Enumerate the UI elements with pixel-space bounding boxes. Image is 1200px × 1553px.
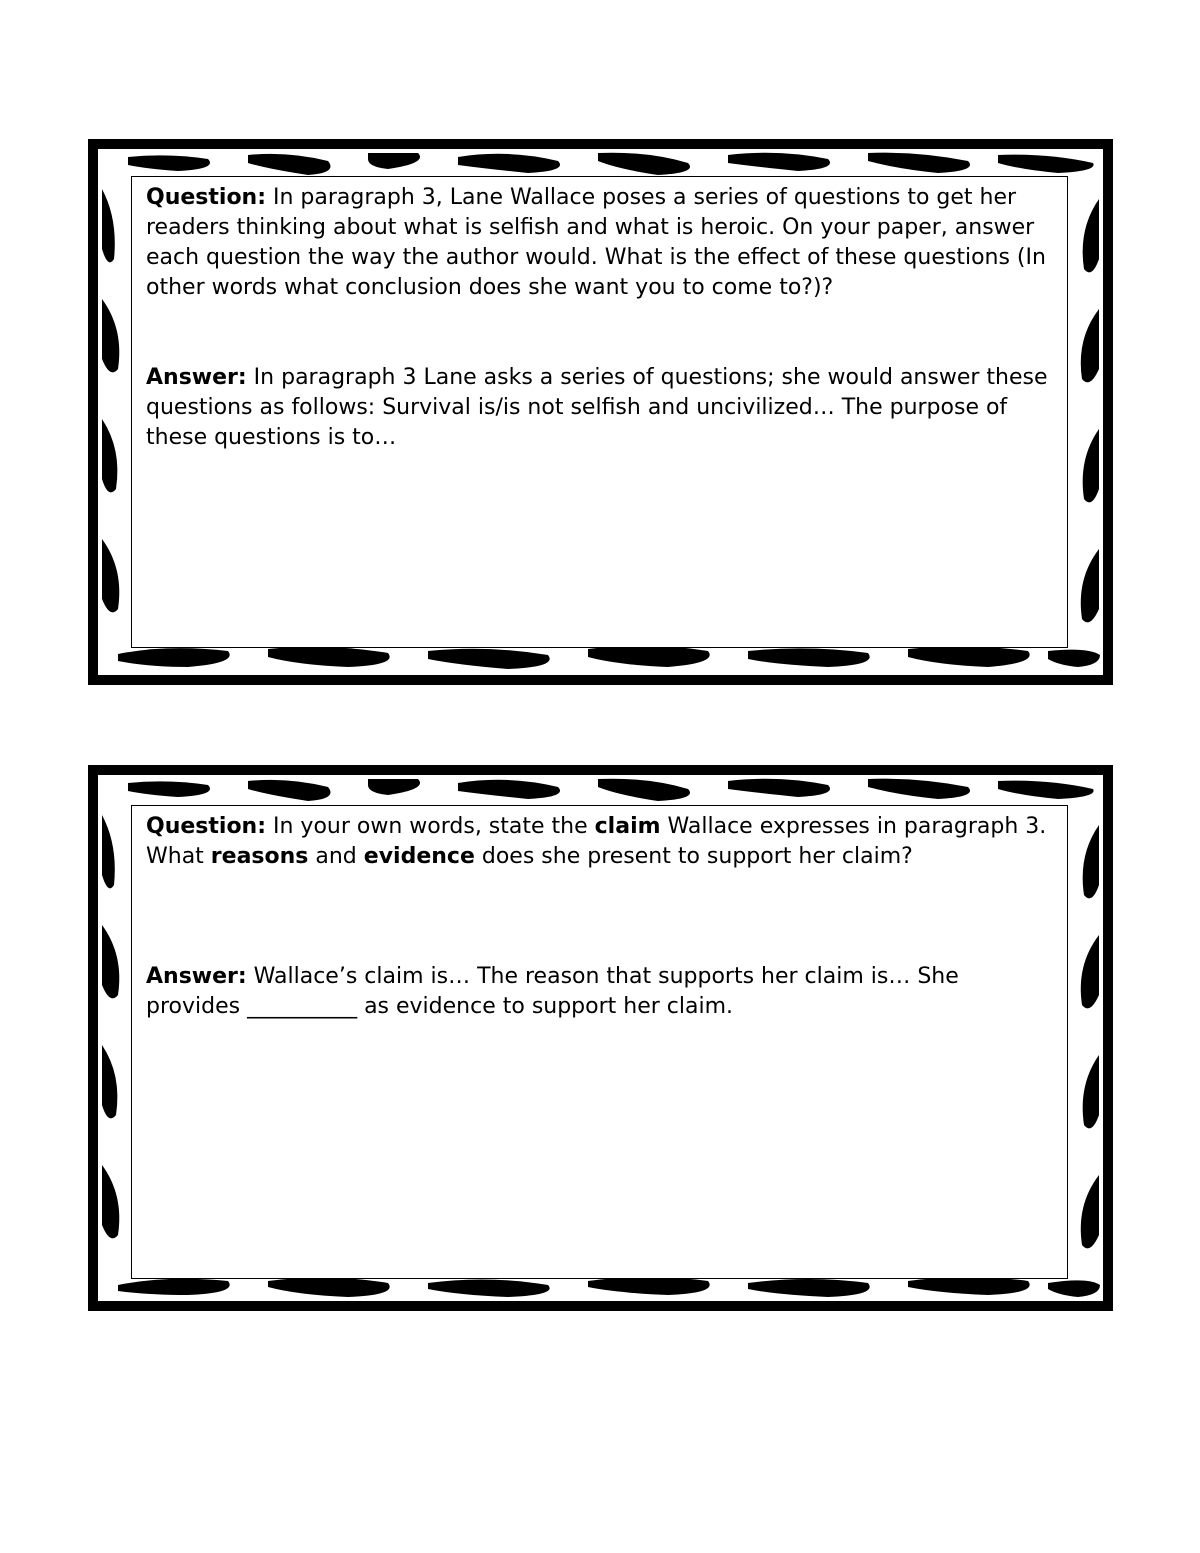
question-keyword-claim: claim <box>594 814 661 839</box>
card-content-1 <box>131 176 1068 648</box>
answer-paragraph-1 <box>146 363 1053 453</box>
question-card-1 <box>88 139 1113 685</box>
card-content-2 <box>131 805 1068 1279</box>
answer-label: Answer: <box>146 964 247 989</box>
question-text-part: does she present to support her claim? <box>474 844 913 869</box>
question-keyword-evidence: evidence <box>363 844 475 869</box>
question-text: In paragraph 3, Lane Wallace poses a series of questions to get her readers thinking about what is selfish and what is heroic. On your paper, answer each question the way the author would. What is the effect of these questions (In other words what conclusion does she want you to come to?)? <box>146 185 1046 300</box>
answer-label: Answer: <box>146 365 247 390</box>
answer-text: In paragraph 3 Lane asks a series of questions; she would answer these questions as follows: Survival is/is not selfish and uncivilized… The purpose of these questions is to… <box>146 365 1048 450</box>
answer-text: Wallace’s claim is… The reason that supports her claim is… She provides __________ as evidence to support her claim. <box>146 964 959 1019</box>
answer-paragraph-2 <box>146 962 1053 1022</box>
question-keyword-reasons: reasons <box>210 844 309 869</box>
question-label: Question: <box>146 814 267 839</box>
question-card-2 <box>88 765 1113 1311</box>
question-text-part: and <box>308 844 364 869</box>
question-text-part: In your own words, state the <box>266 814 595 839</box>
question-paragraph-2 <box>146 812 1053 872</box>
question-paragraph-1 <box>146 183 1053 303</box>
question-text-part: Wallace expresses in paragraph 3. What <box>146 814 1047 869</box>
question-label: Question: <box>146 185 267 210</box>
